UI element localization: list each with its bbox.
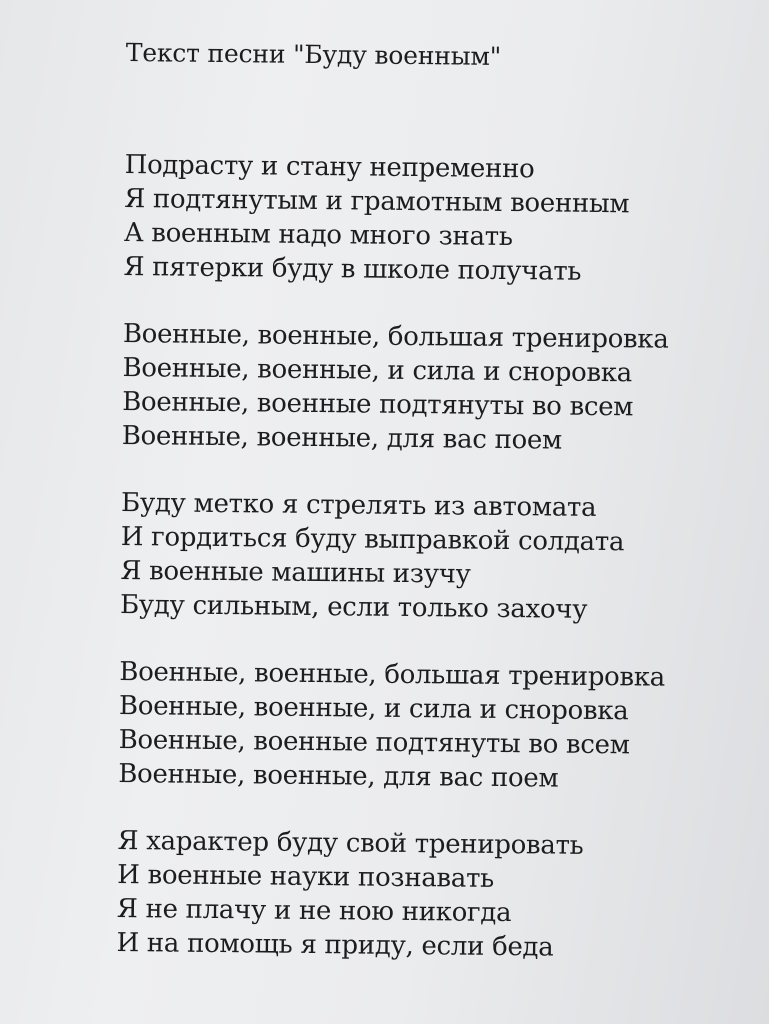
- lyric-line: Военные, военные подтянуты во всем: [118, 724, 630, 761]
- lyric-line: Я не плачу и не ною никогда: [116, 893, 512, 929]
- lyric-line: Военные, военные, и сила и сноровка: [122, 352, 633, 389]
- lyric-line: А военным надо много знать: [123, 217, 513, 253]
- lyric-line: Я пятерки буду в школе получать: [123, 251, 582, 287]
- lyric-line: Военные, военные, для вас поем: [121, 420, 563, 456]
- lyric-line: Военные, военные, для вас поем: [118, 758, 559, 794]
- stanza-verse-3: [116, 824, 737, 966]
- stanza-chorus-1: [122, 317, 743, 459]
- lyric-line: Я характер буду свой тренировать: [117, 825, 584, 861]
- lyric-line: Буду метко я стрелять из автомата: [120, 487, 597, 523]
- lyric-line: И гордиться буду выправкой солдата: [120, 521, 625, 558]
- lyric-line: Буду сильным, если только захочу: [119, 589, 588, 625]
- lyric-line: Военные, военные, и сила и сноровка: [118, 690, 629, 727]
- song-lyrics-document: [116, 38, 746, 999]
- lyric-line: И на помощь я приду, если беда: [116, 927, 554, 963]
- lyric-line: Военные, военные, большая тренировка: [119, 656, 666, 693]
- lyric-line: Я подтянутым и грамотным военным: [124, 183, 630, 220]
- song-title: Текст песни "Буду военным": [125, 38, 502, 71]
- lyric-line: Подрасту и стану непременно: [124, 149, 535, 185]
- lyric-line: Я военные машины изучу: [120, 555, 471, 590]
- lyric-line: И военные науки познавать: [117, 859, 495, 894]
- lyric-line: Военные, военные, большая тренировка: [122, 318, 669, 355]
- lyric-line: Военные, военные подтянуты во всем: [122, 386, 634, 423]
- stanza-chorus-2: [118, 655, 739, 797]
- stanza-verse-1: [123, 148, 744, 290]
- stanza-verse-2: [120, 486, 741, 628]
